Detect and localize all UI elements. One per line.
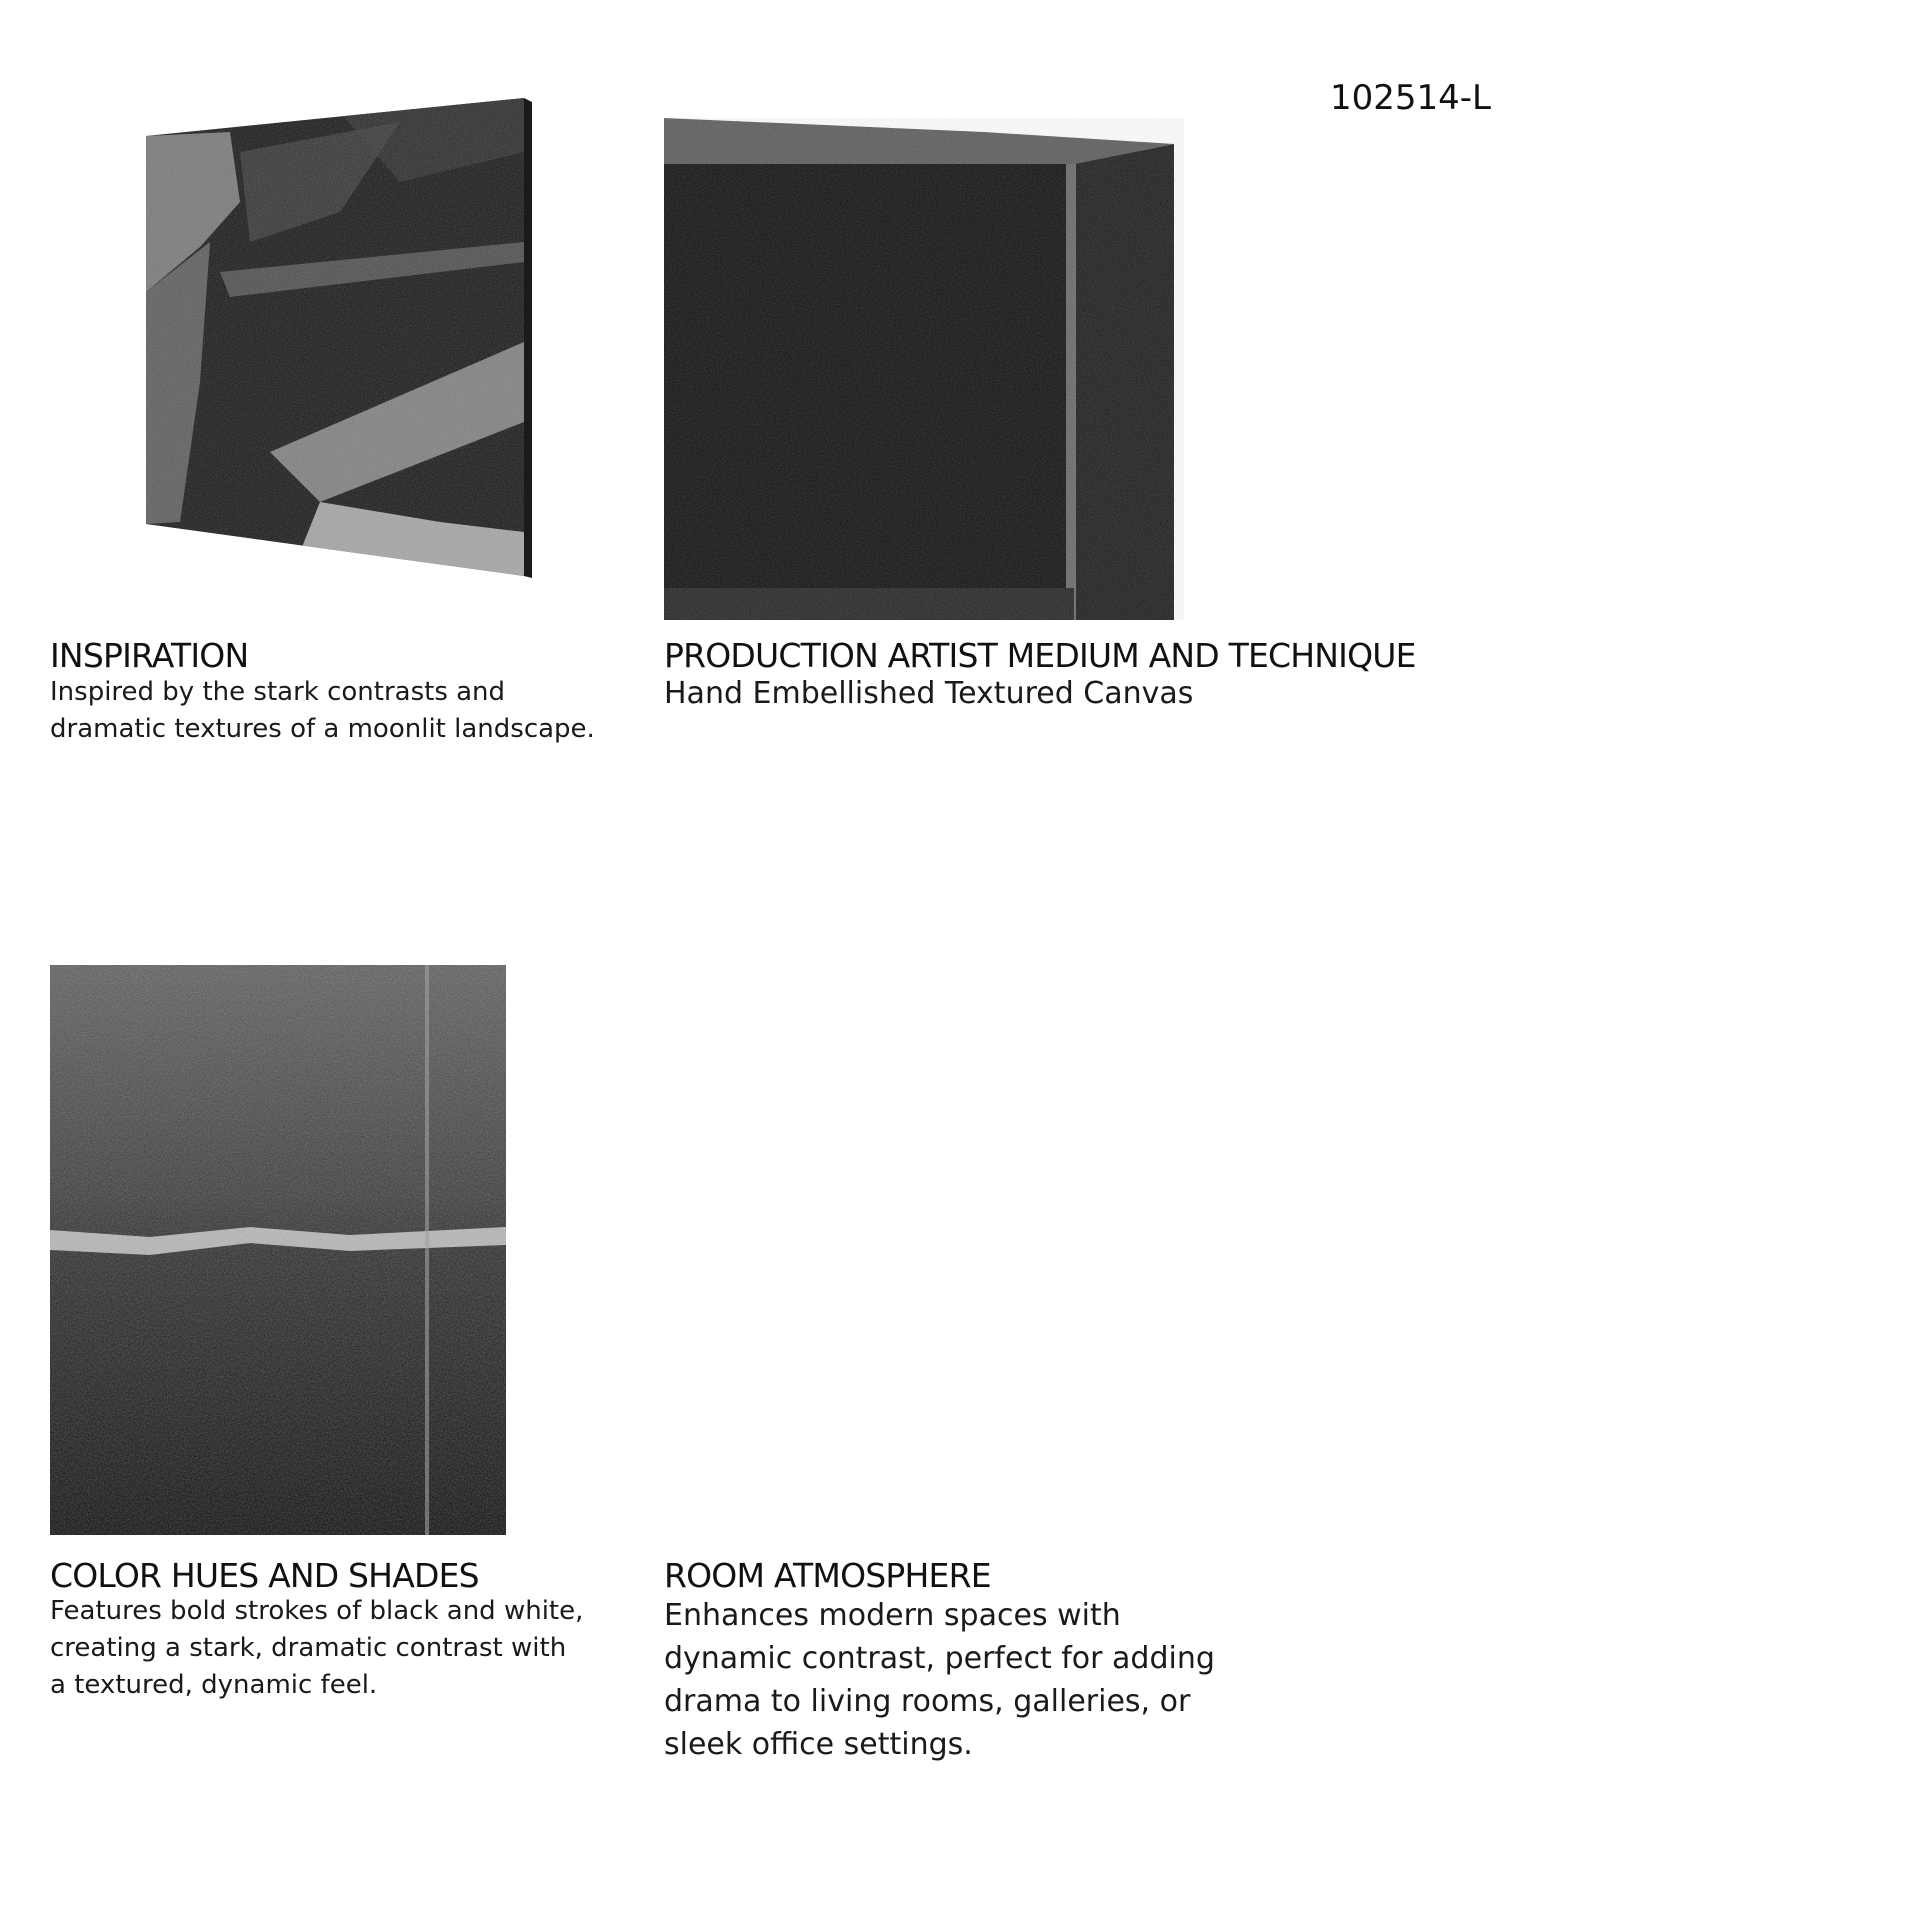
inspiration-heading: INSPIRATION bbox=[50, 636, 249, 675]
room-text: Enhances modern spaces with dynamic contrast, perfect for adding drama to living rooms, galleries, or sleek office settings. bbox=[664, 1598, 1215, 1762]
production-heading: PRODUCTION ARTIST MEDIUM AND TECHNIQUE bbox=[664, 636, 1416, 675]
canvas-detail-image bbox=[50, 965, 506, 1535]
inspiration-text: Inspired by the stark contrasts and dramatic textures of a moonlit landscape. bbox=[50, 677, 595, 744]
room-heading: ROOM ATMOSPHERE bbox=[664, 1556, 991, 1595]
color-text: Features bold strokes of black and white, creating a stark, dramatic contrast with a textured, dynamic feel. bbox=[50, 1596, 584, 1700]
canvas-corner-image bbox=[664, 118, 1184, 620]
product-sku: 102514-L bbox=[1330, 78, 1492, 118]
color-heading: COLOR HUES AND SHADES bbox=[50, 1556, 479, 1595]
canvas-angled-image bbox=[140, 92, 540, 592]
production-text: Hand Embellished Textured Canvas bbox=[664, 676, 1194, 711]
